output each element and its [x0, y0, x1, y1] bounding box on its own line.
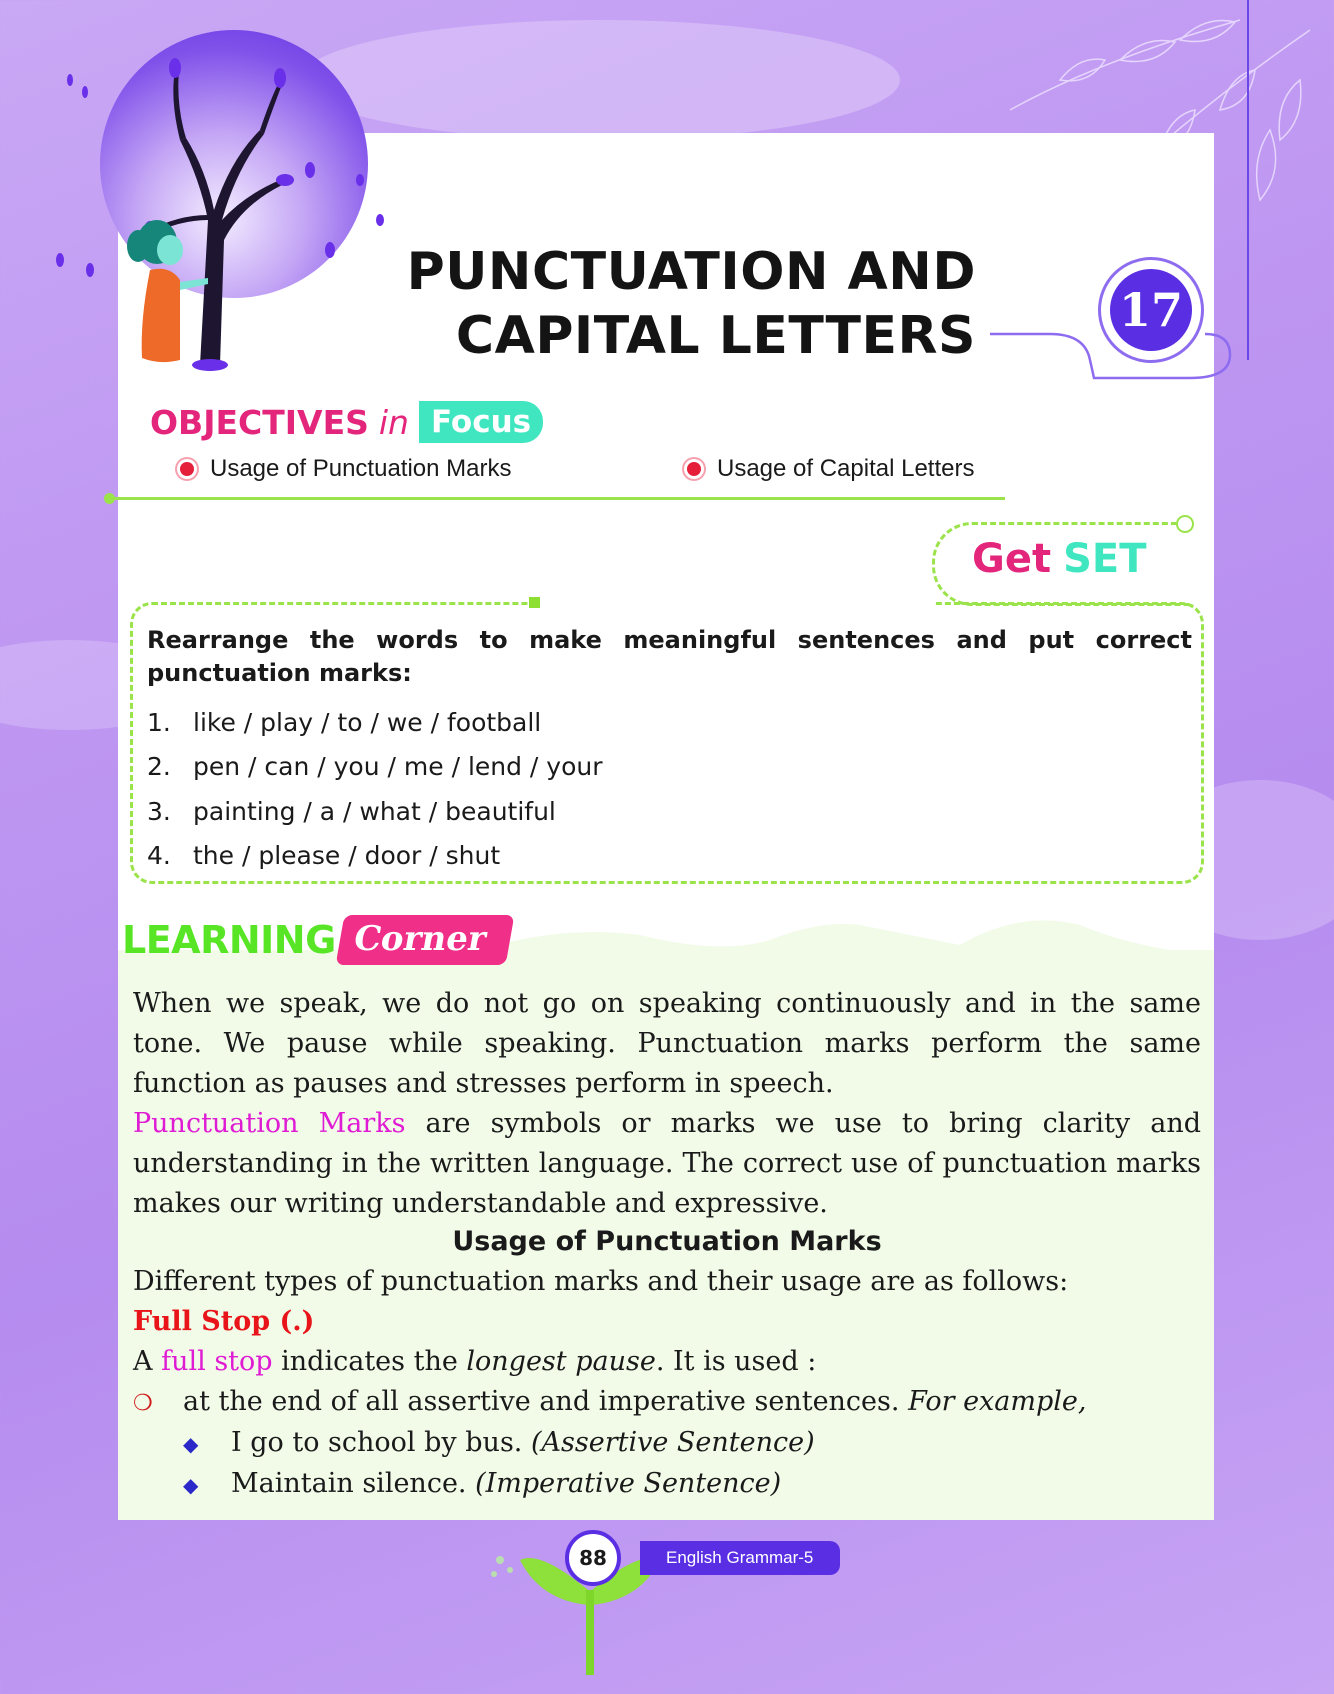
- term-highlight: full stop: [161, 1346, 273, 1377]
- learning-corner-word-corner: Corner: [335, 915, 514, 965]
- learning-corner-heading: [122, 915, 510, 965]
- diamond-bullet-icon: ◆: [183, 1432, 199, 1456]
- activity-question: [147, 700, 603, 745]
- activity-instruction: Rearrange the words to make meaningful sentences and put correct punctuation marks:: [147, 626, 1192, 687]
- activity-question: [147, 834, 603, 879]
- example-label: (Assertive Sentence): [530, 1427, 815, 1458]
- objective-label: Usage of Capital Letters: [717, 455, 975, 482]
- definition-paragraph: [133, 1104, 1201, 1224]
- example-text: I go to school by bus.: [231, 1427, 531, 1458]
- diamond-bullet-icon: ◆: [183, 1473, 199, 1497]
- full-stop-heading: Full Stop (.): [133, 1306, 315, 1337]
- text-emphasis: longest pause: [466, 1346, 656, 1377]
- bullet-text: at the end of all assertive and imperative sentences.: [183, 1386, 909, 1417]
- section-intro: Different types of punctuation marks and their usage are as follows:: [133, 1266, 1069, 1297]
- example-item: [183, 1464, 1183, 1505]
- usage-bullet: [133, 1382, 1201, 1424]
- activity-box-gap: [535, 598, 935, 608]
- book-title-banner: English Grammar-5: [640, 1541, 840, 1575]
- bullet-emphasis: For example,: [908, 1386, 1087, 1417]
- objective-item: [180, 455, 512, 483]
- example-text: Maintain silence.: [231, 1468, 476, 1499]
- objective-label: Usage of Punctuation Marks: [210, 455, 512, 482]
- intro-paragraph: When we speak, we do not go on speaking continuously and in the same tone. We pause while speaking. Punctuation marks perform the same function as pauses and stresses perform in speech.: [133, 988, 1201, 1099]
- activity-box-endpoint: [529, 597, 540, 608]
- get-set-heading: [972, 536, 1147, 582]
- question-number: 3.: [147, 796, 171, 826]
- full-stop-description: [133, 1342, 1201, 1382]
- objectives-divider: [110, 497, 1005, 500]
- text-fragment: . It is used :: [655, 1346, 817, 1377]
- chapter-title-line-2: CAPITAL LETTERS: [455, 306, 976, 366]
- chapter-title: [407, 240, 976, 368]
- page-number: 88: [565, 1530, 621, 1586]
- question-text: painting / a / what / beautiful: [193, 796, 556, 826]
- get-set-word-set: SET: [1063, 536, 1147, 582]
- question-number: 2.: [147, 752, 171, 782]
- text-fragment: indicates the: [272, 1346, 467, 1377]
- text-fragment: A: [133, 1346, 162, 1377]
- section-subheading: Usage of Punctuation Marks: [452, 1226, 882, 1257]
- activity-question: [147, 789, 603, 834]
- objectives-heading-bold: OBJECTIVES: [150, 402, 369, 442]
- objective-item: [687, 455, 974, 483]
- term-highlight: Punctuation Marks: [133, 1108, 406, 1139]
- question-number: 1.: [147, 707, 171, 737]
- question-text: the / please / door / shut: [193, 841, 501, 871]
- red-dot-bullet-icon: [180, 462, 194, 476]
- chapter-title-line-1: PUNCTUATION AND: [406, 242, 976, 302]
- objectives-heading: [150, 400, 543, 444]
- example-item: [183, 1423, 1183, 1464]
- divider-endpoint-dot: [104, 493, 115, 504]
- learning-corner-word-learning: LEARNING: [122, 918, 336, 962]
- question-text: pen / can / you / me / lend / your: [193, 752, 603, 782]
- definition-text: are symbols or marks we use to bring clarity and understanding in the written language. The correct use of punctuation marks makes our writing understandable and expressive.: [133, 1108, 1201, 1219]
- objectives-heading-italic: in: [378, 402, 409, 442]
- question-text: like / play / to / we / football: [193, 707, 542, 737]
- example-label: (Imperative Sentence): [475, 1468, 782, 1499]
- girl-hugging-tree-illustration: [30, 20, 410, 390]
- activity-question-list: [147, 700, 603, 878]
- question-number: 4.: [147, 841, 171, 871]
- activity-question: [147, 745, 603, 790]
- learning-corner-wave: [440, 905, 1214, 965]
- red-dot-bullet-icon: [687, 462, 701, 476]
- chapter-number-badge: 17: [1110, 269, 1192, 351]
- objectives-heading-tag: Focus: [419, 401, 543, 443]
- get-set-word-get: Get: [972, 536, 1052, 582]
- get-set-frame-endpoint: [1176, 515, 1194, 533]
- objectives-list: [175, 455, 995, 491]
- circle-bullet-icon: ❍: [133, 1391, 153, 1416]
